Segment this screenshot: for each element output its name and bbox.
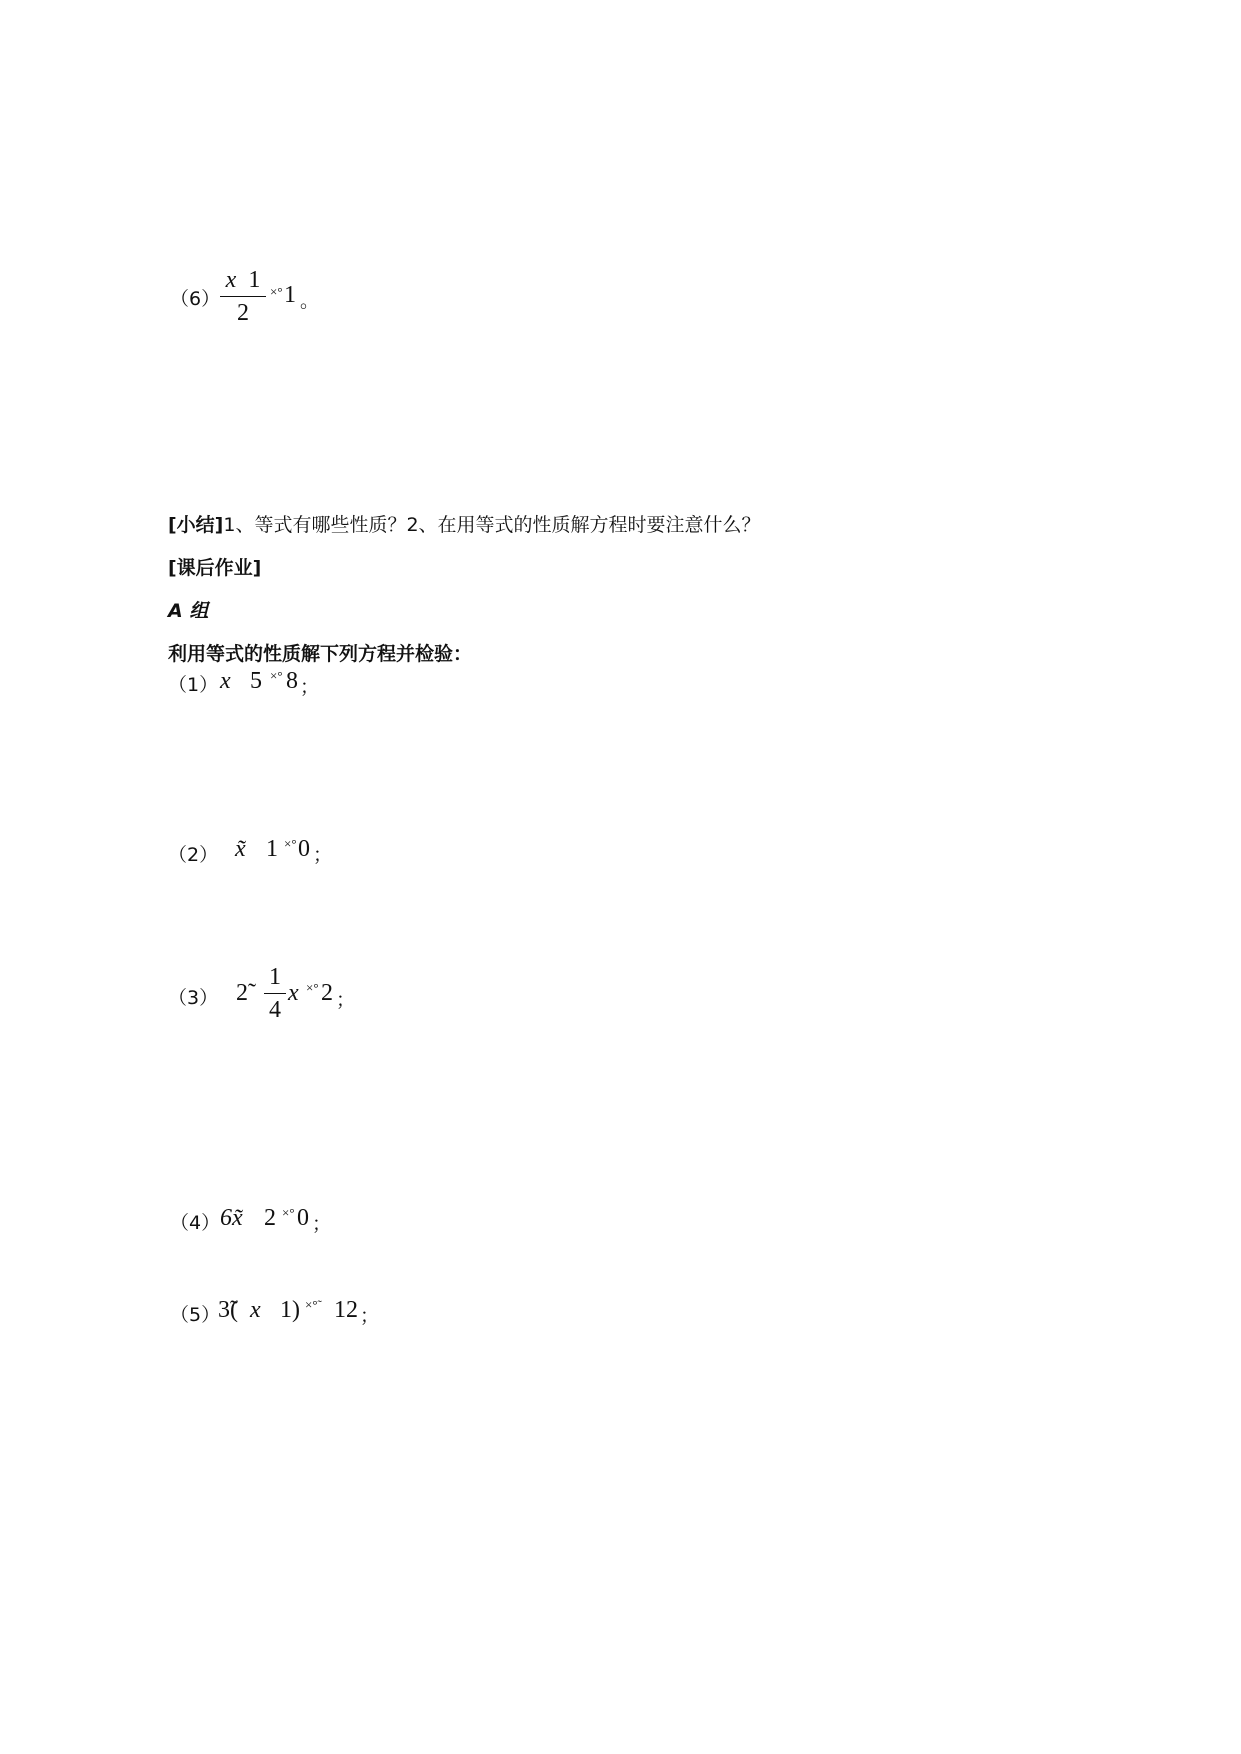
summary-line: [168, 510, 761, 537]
problem-2-end: ；: [313, 844, 333, 866]
fraction-bar: [264, 993, 286, 994]
problem-1-const: 5: [250, 668, 262, 694]
equals-mark: ×°̃: [305, 1297, 318, 1312]
problem-6-rhs: 1: [284, 282, 296, 308]
problem-5-end: ；: [360, 1305, 380, 1327]
instruction: 利用等式的性质解下列方程并检验：: [168, 643, 473, 665]
equals-mark: ×°: [284, 836, 297, 851]
problem-4-label: （4）: [170, 1212, 221, 1234]
problem-6-end: 。: [300, 290, 320, 312]
problem-1-label: （1）: [168, 674, 219, 696]
problem-3-var: x: [288, 980, 299, 1006]
problem-5-var: x: [250, 1297, 261, 1323]
fraction-numerator: x 1: [225, 267, 261, 293]
problem-2-label: （2）: [168, 844, 219, 866]
equals-mark: ×°: [270, 668, 283, 683]
fraction-denominator: 4: [269, 997, 281, 1023]
problem-5-close: 1): [280, 1297, 300, 1323]
fraction-bar: [220, 296, 266, 297]
problem-2-rhs: 0: [298, 836, 310, 862]
problem-5-label: （5）: [170, 1304, 221, 1326]
homework-heading: [课后作业]: [168, 557, 262, 579]
problem-5-coef: 3̃(: [218, 1297, 238, 1323]
fraction-numerator: 1: [269, 964, 281, 990]
problem-3-coef: 2̃: [236, 980, 248, 1006]
equals-mark: ×°: [282, 1205, 295, 1220]
problem-2-var: x̃: [235, 836, 246, 862]
problem-1-end: ；: [300, 676, 320, 698]
problem-3-fraction: [264, 963, 286, 1024]
problem-1-rhs: 8: [286, 668, 298, 694]
problem-5-rhs: 12: [334, 1297, 358, 1323]
problem-4-rhs: 0: [297, 1205, 309, 1231]
problem-4-term: 6x̃: [220, 1205, 243, 1231]
problem-1-var: x: [220, 668, 231, 694]
problem-3-label: （3）: [168, 987, 219, 1009]
problem-4-const: 2: [264, 1205, 276, 1231]
problem-2-const: 1: [266, 836, 278, 862]
problem-4-end: ；: [312, 1213, 332, 1235]
fraction-denominator: 2: [237, 300, 249, 326]
group-a-heading: A 组: [168, 600, 209, 622]
equals-mark: ×°: [270, 284, 283, 299]
problem-6-label: （6）: [170, 288, 221, 310]
equals-mark: ×°: [306, 980, 319, 995]
problem-3-rhs: 2: [321, 980, 333, 1006]
problem-3-end: ；: [336, 989, 356, 1011]
summary-tag: [小结]: [168, 514, 224, 536]
summary-text: 1、等式有哪些性质？2、在用等式的性质解方程时要注意什么？: [223, 514, 761, 536]
problem-6-fraction: [220, 266, 266, 327]
